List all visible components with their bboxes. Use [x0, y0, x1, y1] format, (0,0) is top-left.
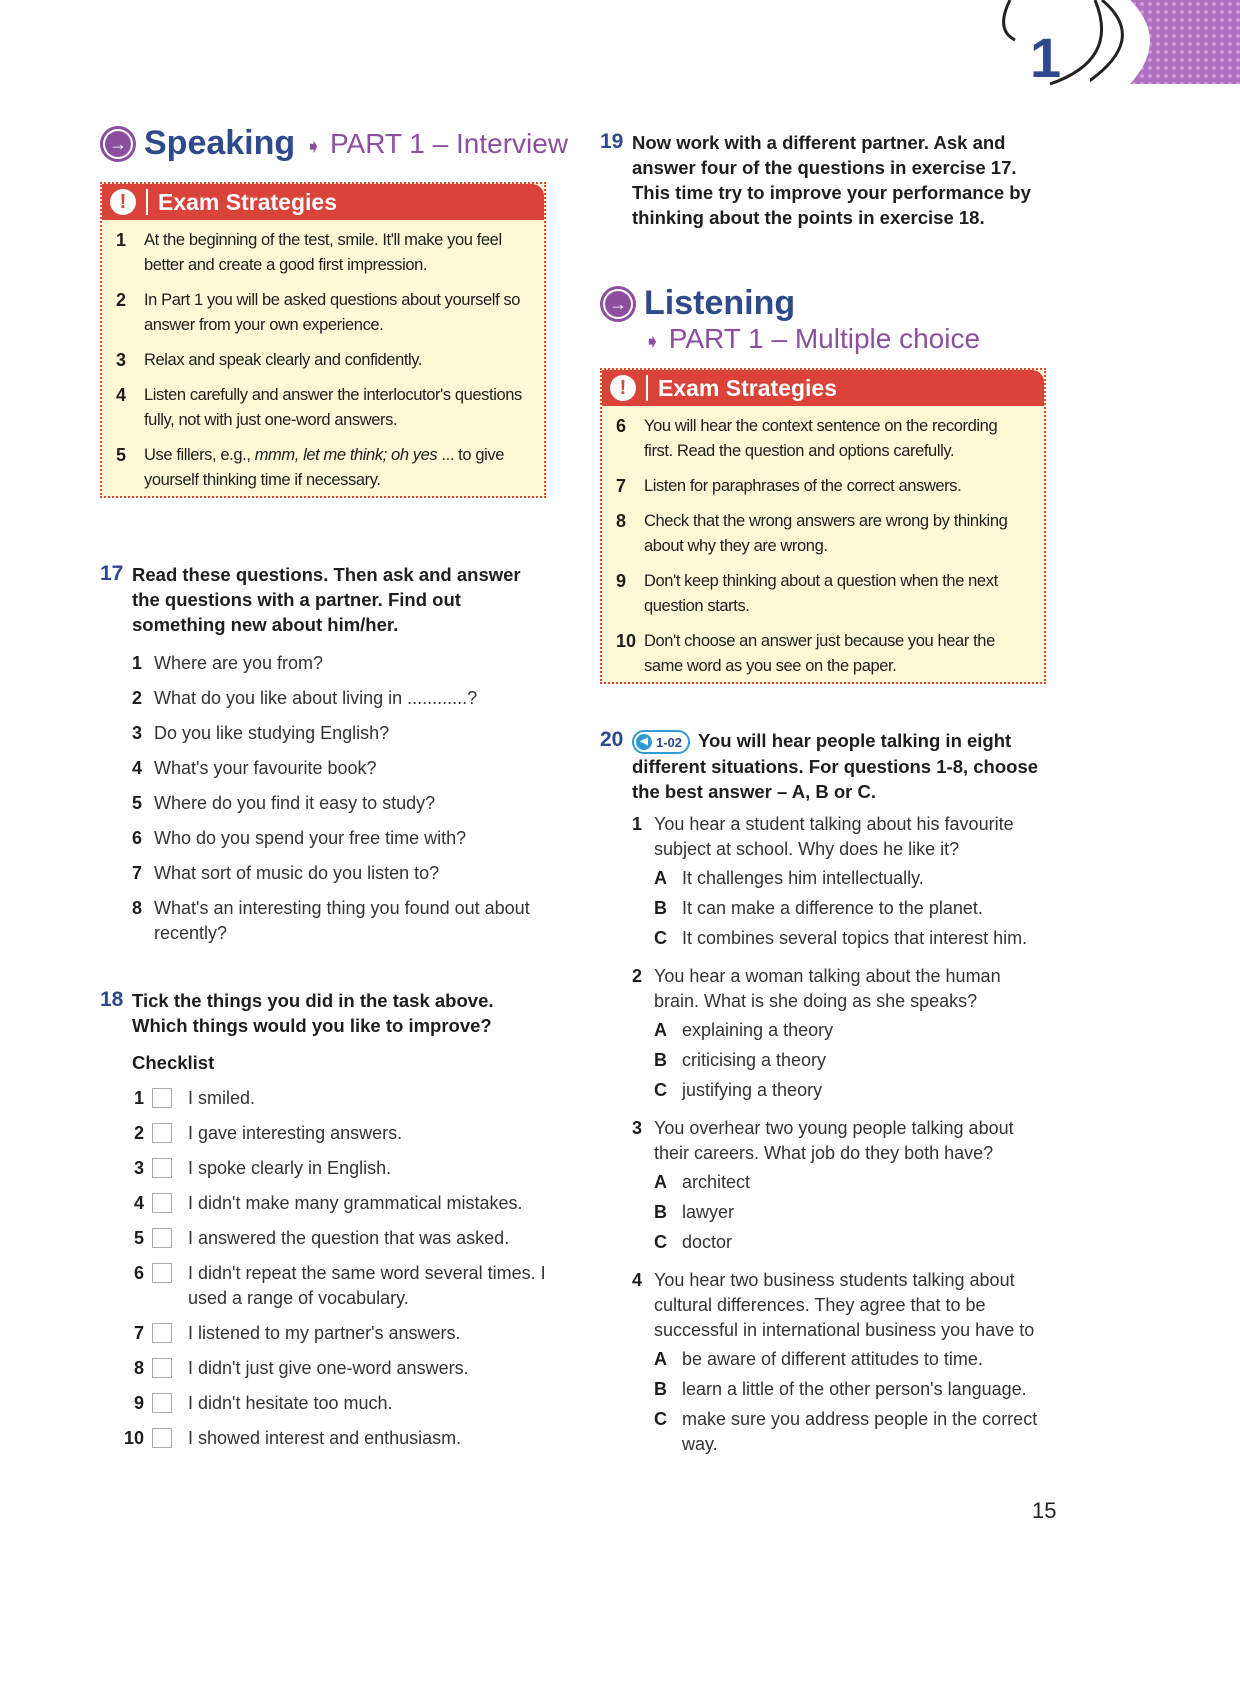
question-item: 1 You hear a student talking about his favourite subject at school. Why does he like it? [632, 814, 1014, 860]
answer-option[interactable]: B It can make a difference to the planet. [654, 898, 983, 919]
answer-option[interactable]: B learn a little of the other person's language. [654, 1379, 1027, 1400]
checkbox[interactable] [152, 1428, 172, 1448]
page-number: 15 [1032, 1498, 1057, 1523]
question-item: 4 You hear two business students talking about cultural differences. They agree that to be successful in international business you have to [632, 1270, 1035, 1341]
checklist-item: 1 I smiled. [133, 1088, 256, 1108]
checkbox[interactable] [152, 1158, 172, 1178]
exercise-18 [100, 988, 550, 1075]
speaking-header [100, 124, 568, 163]
checkbox[interactable] [152, 1393, 172, 1413]
checklist-item: 8 I didn't just give one-word answers. [133, 1358, 469, 1378]
checklist-item: 5 I answered the question that was asked. [133, 1228, 510, 1248]
speaking-part [305, 128, 568, 160]
exercise-number: 20 [600, 728, 624, 751]
speaking-title: Speaking [144, 124, 296, 162]
answer-option[interactable]: C It combines several topics that interest him. [654, 928, 1028, 949]
speaking-strategies-box [100, 182, 546, 498]
speaking-part-label: PART 1 – Interview [329, 127, 569, 159]
checklist-item: 3 I spoke clearly in English. [133, 1158, 392, 1178]
strategies-header [602, 370, 1044, 406]
checklist-item: 4 I didn't make many grammatical mistakes. [133, 1193, 523, 1213]
strategies-title: Exam Strategies [158, 188, 337, 215]
answer-option[interactable]: A be aware of different attitudes to time. [654, 1349, 983, 1370]
alert-icon: ! [110, 189, 136, 215]
listening-strategies-box [600, 368, 1046, 684]
exercise-19 [600, 130, 1050, 230]
strategy-item: 4 Listen carefully and answer the interlocutor's questions fully, not with just one-word answers. [116, 385, 522, 429]
strategies-header [102, 184, 544, 220]
strategy-item: 10 Don't choose an answer just because you hear the same word as you see on the paper. [616, 631, 995, 675]
strategy-item: 8 Check that the wrong answers are wrong by thinking about why they are wrong. [616, 511, 1008, 555]
checkbox[interactable] [152, 1123, 172, 1143]
checkbox[interactable] [152, 1358, 172, 1378]
listening-part [644, 323, 980, 355]
question-item: 4 What's your favourite book? [132, 758, 377, 778]
exercise-number: 17 [100, 562, 124, 585]
question-item: 1 Where are you from? [132, 653, 324, 673]
chapter-decoration-icon [1090, 0, 1240, 84]
strategy-item: 7 Listen for paraphrases of the correct answers. [616, 476, 962, 496]
chapter-tab [1090, 0, 1240, 84]
listening-header [600, 284, 980, 355]
checklist-title: Checklist [132, 1052, 215, 1073]
exercise-instruction: Now work with a different partner. Ask and answer four of the questions in exercise 17. This time try to improve your performance by thinking about the points in exercise 18. [632, 132, 1031, 228]
checkbox[interactable] [152, 1323, 172, 1343]
checklist-item: 9 I didn't hesitate too much. [133, 1393, 393, 1413]
answer-option[interactable]: C doctor [654, 1232, 733, 1253]
checklist-item: 2 I gave interesting answers. [133, 1123, 403, 1143]
arrow-circle-icon: → [600, 286, 636, 322]
chapter-number: 1 [1030, 26, 1062, 89]
strategy-item: 9 Don't keep thinking about a question when the next question starts. [616, 571, 998, 615]
answer-option[interactable]: A architect [654, 1172, 751, 1193]
checklist-item: 6 I didn't repeat the same word several times. I used a range of vocabulary. [133, 1263, 546, 1308]
checkbox[interactable] [152, 1193, 172, 1213]
answer-option[interactable]: B criticising a theory [654, 1050, 827, 1071]
question-item: 3 You overhear two young people talking about their careers. What job do they both have? [632, 1118, 1014, 1164]
strategy-item: 1 At the beginning of the test, smile. It'll make you feel better and create a good first impression. [116, 230, 502, 274]
checkbox[interactable] [152, 1088, 172, 1108]
audio-track-badge[interactable]: ◀ 1-02 [632, 730, 690, 754]
strategy-item: 3 Relax and speak clearly and confidently. [116, 350, 423, 370]
exercise-instruction: Tick the things you did in the task above. Which things would you like to improve? [132, 990, 494, 1036]
answer-option[interactable]: A explaining a theory [654, 1020, 834, 1041]
question-item: 6 Who do you spend your free time with? [132, 828, 467, 848]
speaker-icon: ◀ [636, 734, 652, 750]
question-item: 2 You hear a woman talking about the human brain. What is she doing as she speaks? [632, 966, 1001, 1012]
strategies-title: Exam Strategies [658, 374, 837, 401]
strategy-item: 2 In Part 1 you will be asked questions about yourself so answer from your own experience. [116, 290, 521, 334]
arrow-right-icon: ➧ [644, 331, 661, 353]
exercise-number: 18 [100, 988, 124, 1011]
answer-option[interactable]: B lawyer [654, 1202, 735, 1223]
arrow-right-icon: ➧ [305, 135, 322, 158]
question-item: 2 What do you like about living in ............? [132, 688, 478, 708]
alert-icon: ! [610, 375, 636, 401]
strategy-item: 5 Use fillers, e.g., mmm, let me think; oh yes ... to give yourself thinking time if necessary. [116, 445, 505, 489]
exercise-17 [100, 562, 550, 946]
checklist-item: 10 I showed interest and enthusiasm. [123, 1428, 462, 1448]
question-item: 7 What sort of music do you listen to? [132, 863, 440, 883]
question-item: 5 Where do you find it easy to study? [132, 793, 436, 813]
checklist [110, 1086, 550, 1461]
answer-option[interactable]: A It challenges him intellectually. [654, 868, 924, 889]
checkbox[interactable] [152, 1228, 172, 1248]
listening-part-label: PART 1 – Multiple choice [668, 323, 981, 354]
question-item: 3 Do you like studying English? [132, 723, 390, 743]
answer-option[interactable]: C justifying a theory [654, 1080, 823, 1101]
strategy-item: 6 You will hear the context sentence on the recording first. Read the question and options carefully. [616, 416, 998, 460]
exercise-instruction: Read these questions. Then ask and answer the questions with a partner. Find out something new about him/her. [132, 564, 521, 635]
exercise-instruction: ◀ 1-02 You will hear people talking in eight different situations. For questions 1-8, choose the best answer – A, B or C. [632, 730, 1039, 803]
answer-option[interactable]: C make sure you address people in the correct way. [654, 1409, 1038, 1455]
exercise-number: 19 [600, 130, 624, 153]
exercise-20 [600, 728, 1040, 1457]
arrow-circle-icon: → [100, 126, 136, 162]
checklist-item: 7 I listened to my partner's answers. [133, 1323, 461, 1343]
question-item: 8 What's an interesting thing you found out about recently? [132, 898, 530, 943]
listening-title: Listening [644, 284, 796, 322]
checkbox[interactable] [152, 1263, 172, 1283]
